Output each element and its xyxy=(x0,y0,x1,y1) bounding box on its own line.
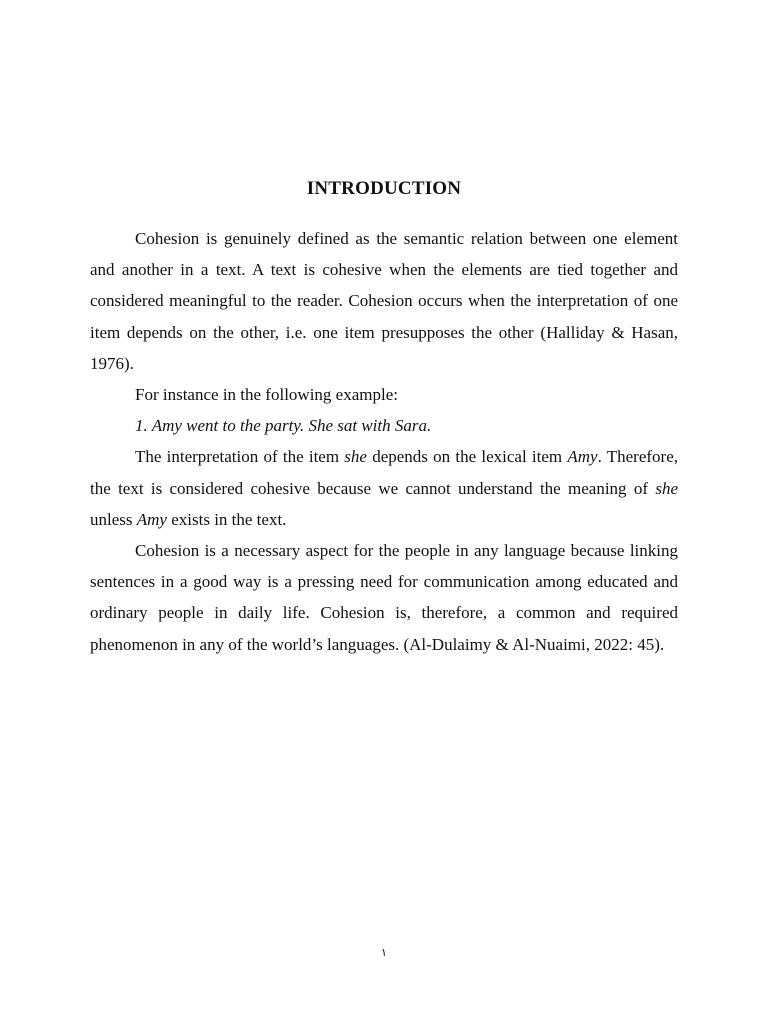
emphasis-she: she xyxy=(344,447,367,467)
text-segment: . Therefore, the text is considered cohesive because we cannot understand the meaning of xyxy=(90,447,678,498)
text-segment: The interpretation of the item xyxy=(135,447,345,467)
body-text xyxy=(90,223,678,660)
text-segment: depends on the lexical item xyxy=(366,447,568,467)
paragraph-necessity: Cohesion is a necessary aspect for the people in any language because linking sentences in a good way is a pressing need for communication among educated and ordinary people in daily life. Cohesion is, therefore, a common and required phenomenon in any of the world’s languages. (Al-Dulaimy & Al-Nuaimi, 2022: 45). xyxy=(90,541,678,654)
paragraph-example-intro: For instance in the following example: xyxy=(135,385,398,405)
page-number: ١ xyxy=(381,947,387,959)
paragraph-definition: Cohesion is genuinely defined as the semantic relation between one element and another in a text. A text is cohesive when the elements are tied together and considered meaningful to the reader. Cohesion occurs when the interpretation of one item depends on the other, i.e. one item presupposes the other (Halliday & Hasan, 1976). xyxy=(90,229,678,373)
emphasis-amy: Amy xyxy=(136,509,167,529)
emphasis-she: she xyxy=(655,478,678,498)
text-segment: exists in the text. xyxy=(166,509,287,529)
text-segment: unless xyxy=(90,509,137,529)
emphasis-amy: Amy xyxy=(567,447,598,467)
page-title: INTRODUCTION xyxy=(306,178,462,199)
example-sentence: 1. Amy went to the party. She sat with Sara. xyxy=(135,416,432,436)
paragraph-interpretation xyxy=(90,441,678,535)
